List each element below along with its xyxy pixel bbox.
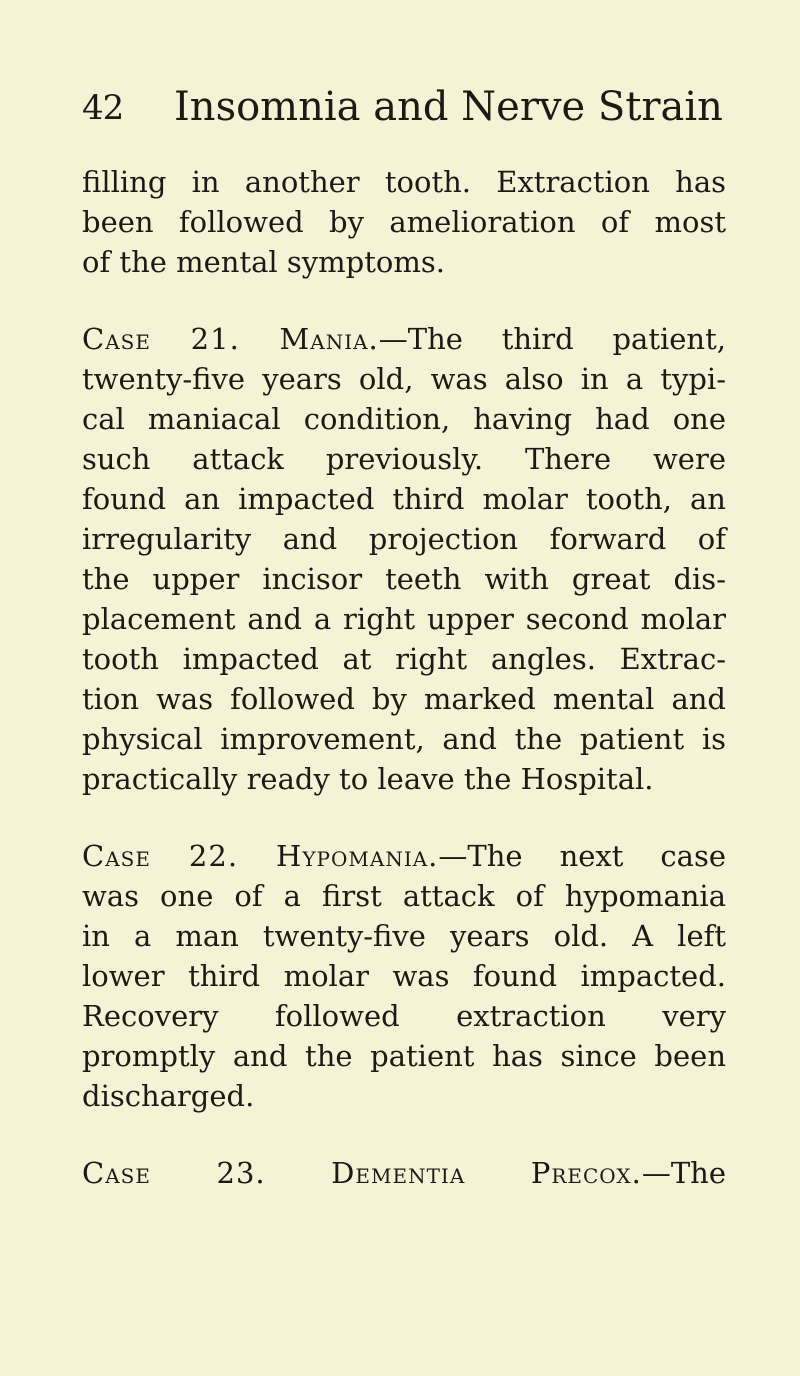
page-header — [82, 84, 722, 134]
paragraph-gap — [82, 1116, 726, 1153]
text-line: practically ready to leave the Hospital. — [82, 762, 654, 796]
case-21-heading: Case 21. Mania. — [82, 322, 379, 356]
text-line: placement and a right upper second molar — [82, 602, 726, 636]
text-line: twenty-five years old, was also in a typi- — [82, 362, 726, 396]
text-line — [82, 1153, 726, 1193]
text-line — [82, 319, 726, 359]
text-fragment: —The third patient, — [378, 322, 726, 356]
text-line: cal maniacal condition, having had one — [82, 402, 726, 436]
text-line: tooth impacted at right angles. Extrac- — [82, 642, 726, 676]
running-title: Insomnia and Nerve Strain — [174, 84, 723, 130]
body-text — [82, 162, 726, 1193]
text-line: discharged. — [82, 1079, 255, 1113]
text-line — [82, 836, 726, 876]
text-fragment: —The next case — [438, 839, 726, 873]
paragraph-case-23 — [82, 1153, 726, 1193]
text-line: the upper incisor teeth with great dis- — [82, 562, 726, 596]
text-line: irregularity and projection forward of — [82, 522, 726, 556]
page-number: 42 — [82, 88, 124, 128]
paragraph-1 — [82, 162, 726, 282]
text-line: lower third molar was found impacted. — [82, 959, 726, 993]
text-line: of the mental symptoms. — [82, 245, 445, 279]
text-line: in a man twenty-five years old. A left — [82, 919, 726, 953]
text-line: filling in another tooth. Extraction has — [82, 165, 726, 199]
text-line: found an impacted third molar tooth, an — [82, 482, 726, 516]
paragraph-case-21 — [82, 319, 726, 799]
text-line: physical improvement, and the patient is — [82, 722, 726, 756]
text-line: was one of a first attack of hypomania — [82, 879, 726, 913]
text-line: tion was followed by marked mental and — [82, 682, 726, 716]
paragraph-gap — [82, 799, 726, 836]
text-line: Recovery followed extraction very — [82, 999, 726, 1033]
paragraph-case-22 — [82, 836, 726, 1116]
text-line: promptly and the patient has since been — [82, 1039, 726, 1073]
case-23-heading: Case 23. Dementia Precox. — [82, 1156, 642, 1190]
paragraph-gap — [82, 282, 726, 319]
text-fragment: —The — [641, 1156, 726, 1190]
text-line: been followed by amelioration of most — [82, 205, 726, 239]
text-line: such attack previously. There were — [82, 442, 726, 476]
case-22-heading: Case 22. Hypomania. — [82, 839, 439, 873]
